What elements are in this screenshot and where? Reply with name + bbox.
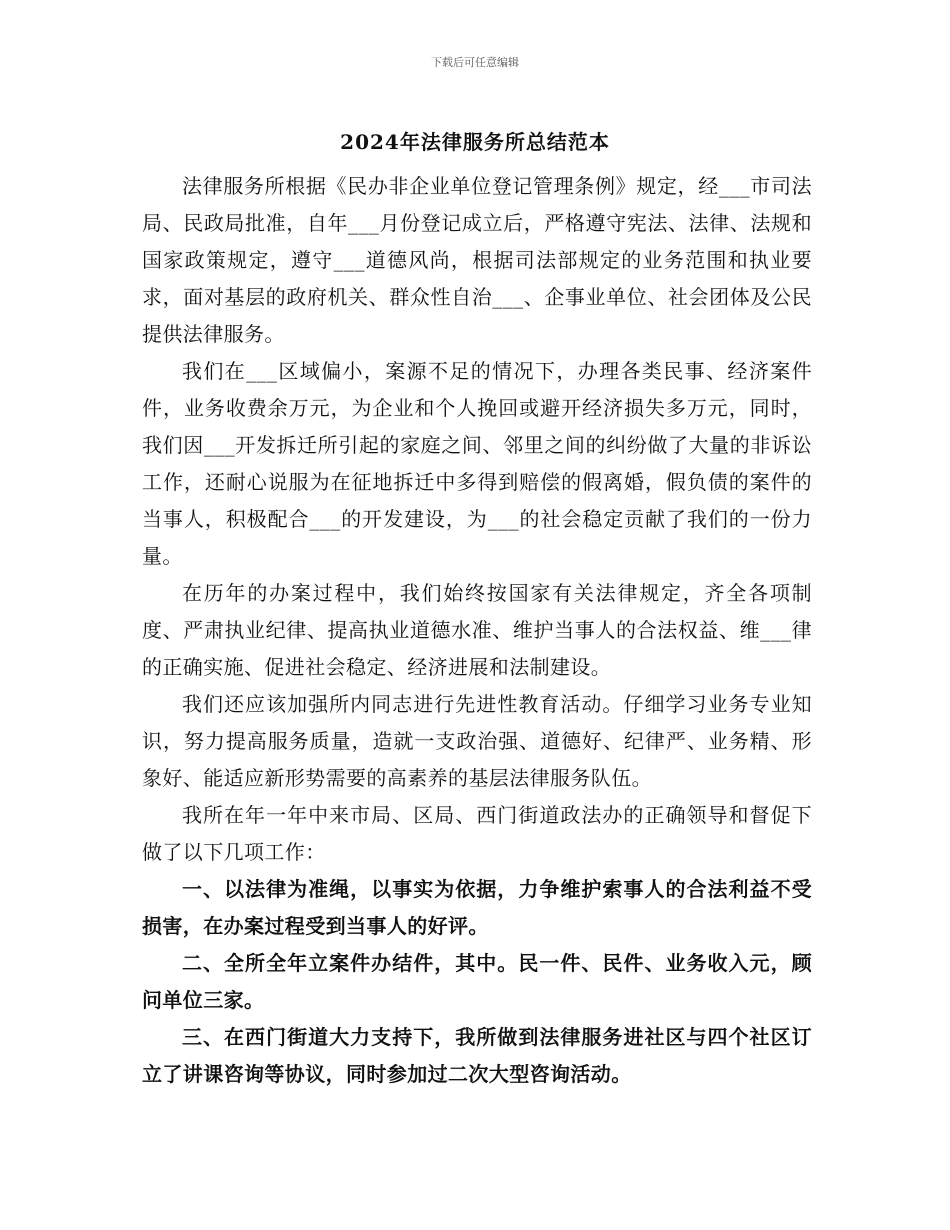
work-item-2: 二、全所全年立案件办结件，其中。民一件、民件、业务收入元，顾问单位三家。 [142, 951, 812, 1012]
paragraph-4: 我们还应该加强所内同志进行先进性教育活动。仔细学习业务专业知识，努力提高服务质量，造就一支政治强、道德好、纪律严、业务精、形象好、能适应新形势需要的高素养的基层法律服务队伍。 [142, 692, 812, 790]
paragraph-2: 我们在___区域偏小，案源不足的情况下，办理各类民事、经济案件件，业务收费余万元，为企业和个人挽回或避开经济损失多万元，同时，我们因___开发拆迁所引起的家庭之间、邻里之间的纠纷做了大量的非诉讼工作，还耐心说服为在征地拆迁中多得到赔偿的假离婚，假负债的案件的当事人，积极配合___的开发建设，为___的社会稳定贡献了我们的一份力量。 [142, 359, 812, 568]
work-item-3: 三、在西门街道大力支持下，我所做到法律服务进社区与四个社区订立了讲课咨询等协议，同时参加过二次大型咨询活动。 [142, 1025, 812, 1086]
document-title: 2024年法律服务所总结范本 [340, 130, 610, 154]
paragraph-3: 在历年的办案过程中，我们始终按国家有关法律规定，齐全各项制度、严肃执业纪律、提高执业道德水准、维护当事人的合法权益、维___律的正确实施、促进社会稳定、经济进展和法制建设。 [142, 581, 812, 679]
work-item-1: 一、以法律为准绳，以事实为依据，力争维护索事人的合法利益不受损害，在办案过程受到当事人的好评。 [142, 877, 812, 938]
header-note: 下载后可任意编辑 [431, 56, 519, 69]
paragraph-5: 我所在年一年中来市局、区局、西门街道政法办的正确领导和督促下做了以下几项工作： [142, 803, 812, 864]
document-body [142, 168, 812, 1093]
paragraph-1: 法律服务所根据《民办非企业单位登记管理条例》规定，经___市司法局、民政局批准，自年___月份登记成立后，严格遵守宪法、法律、法规和国家政策规定，遵守___道德风尚，根据司法部规定的业务范围和执业要求，面对基层的政府机关、群众性自治___、企事业单位、社会团体及公民提供法律服务。 [142, 174, 812, 346]
